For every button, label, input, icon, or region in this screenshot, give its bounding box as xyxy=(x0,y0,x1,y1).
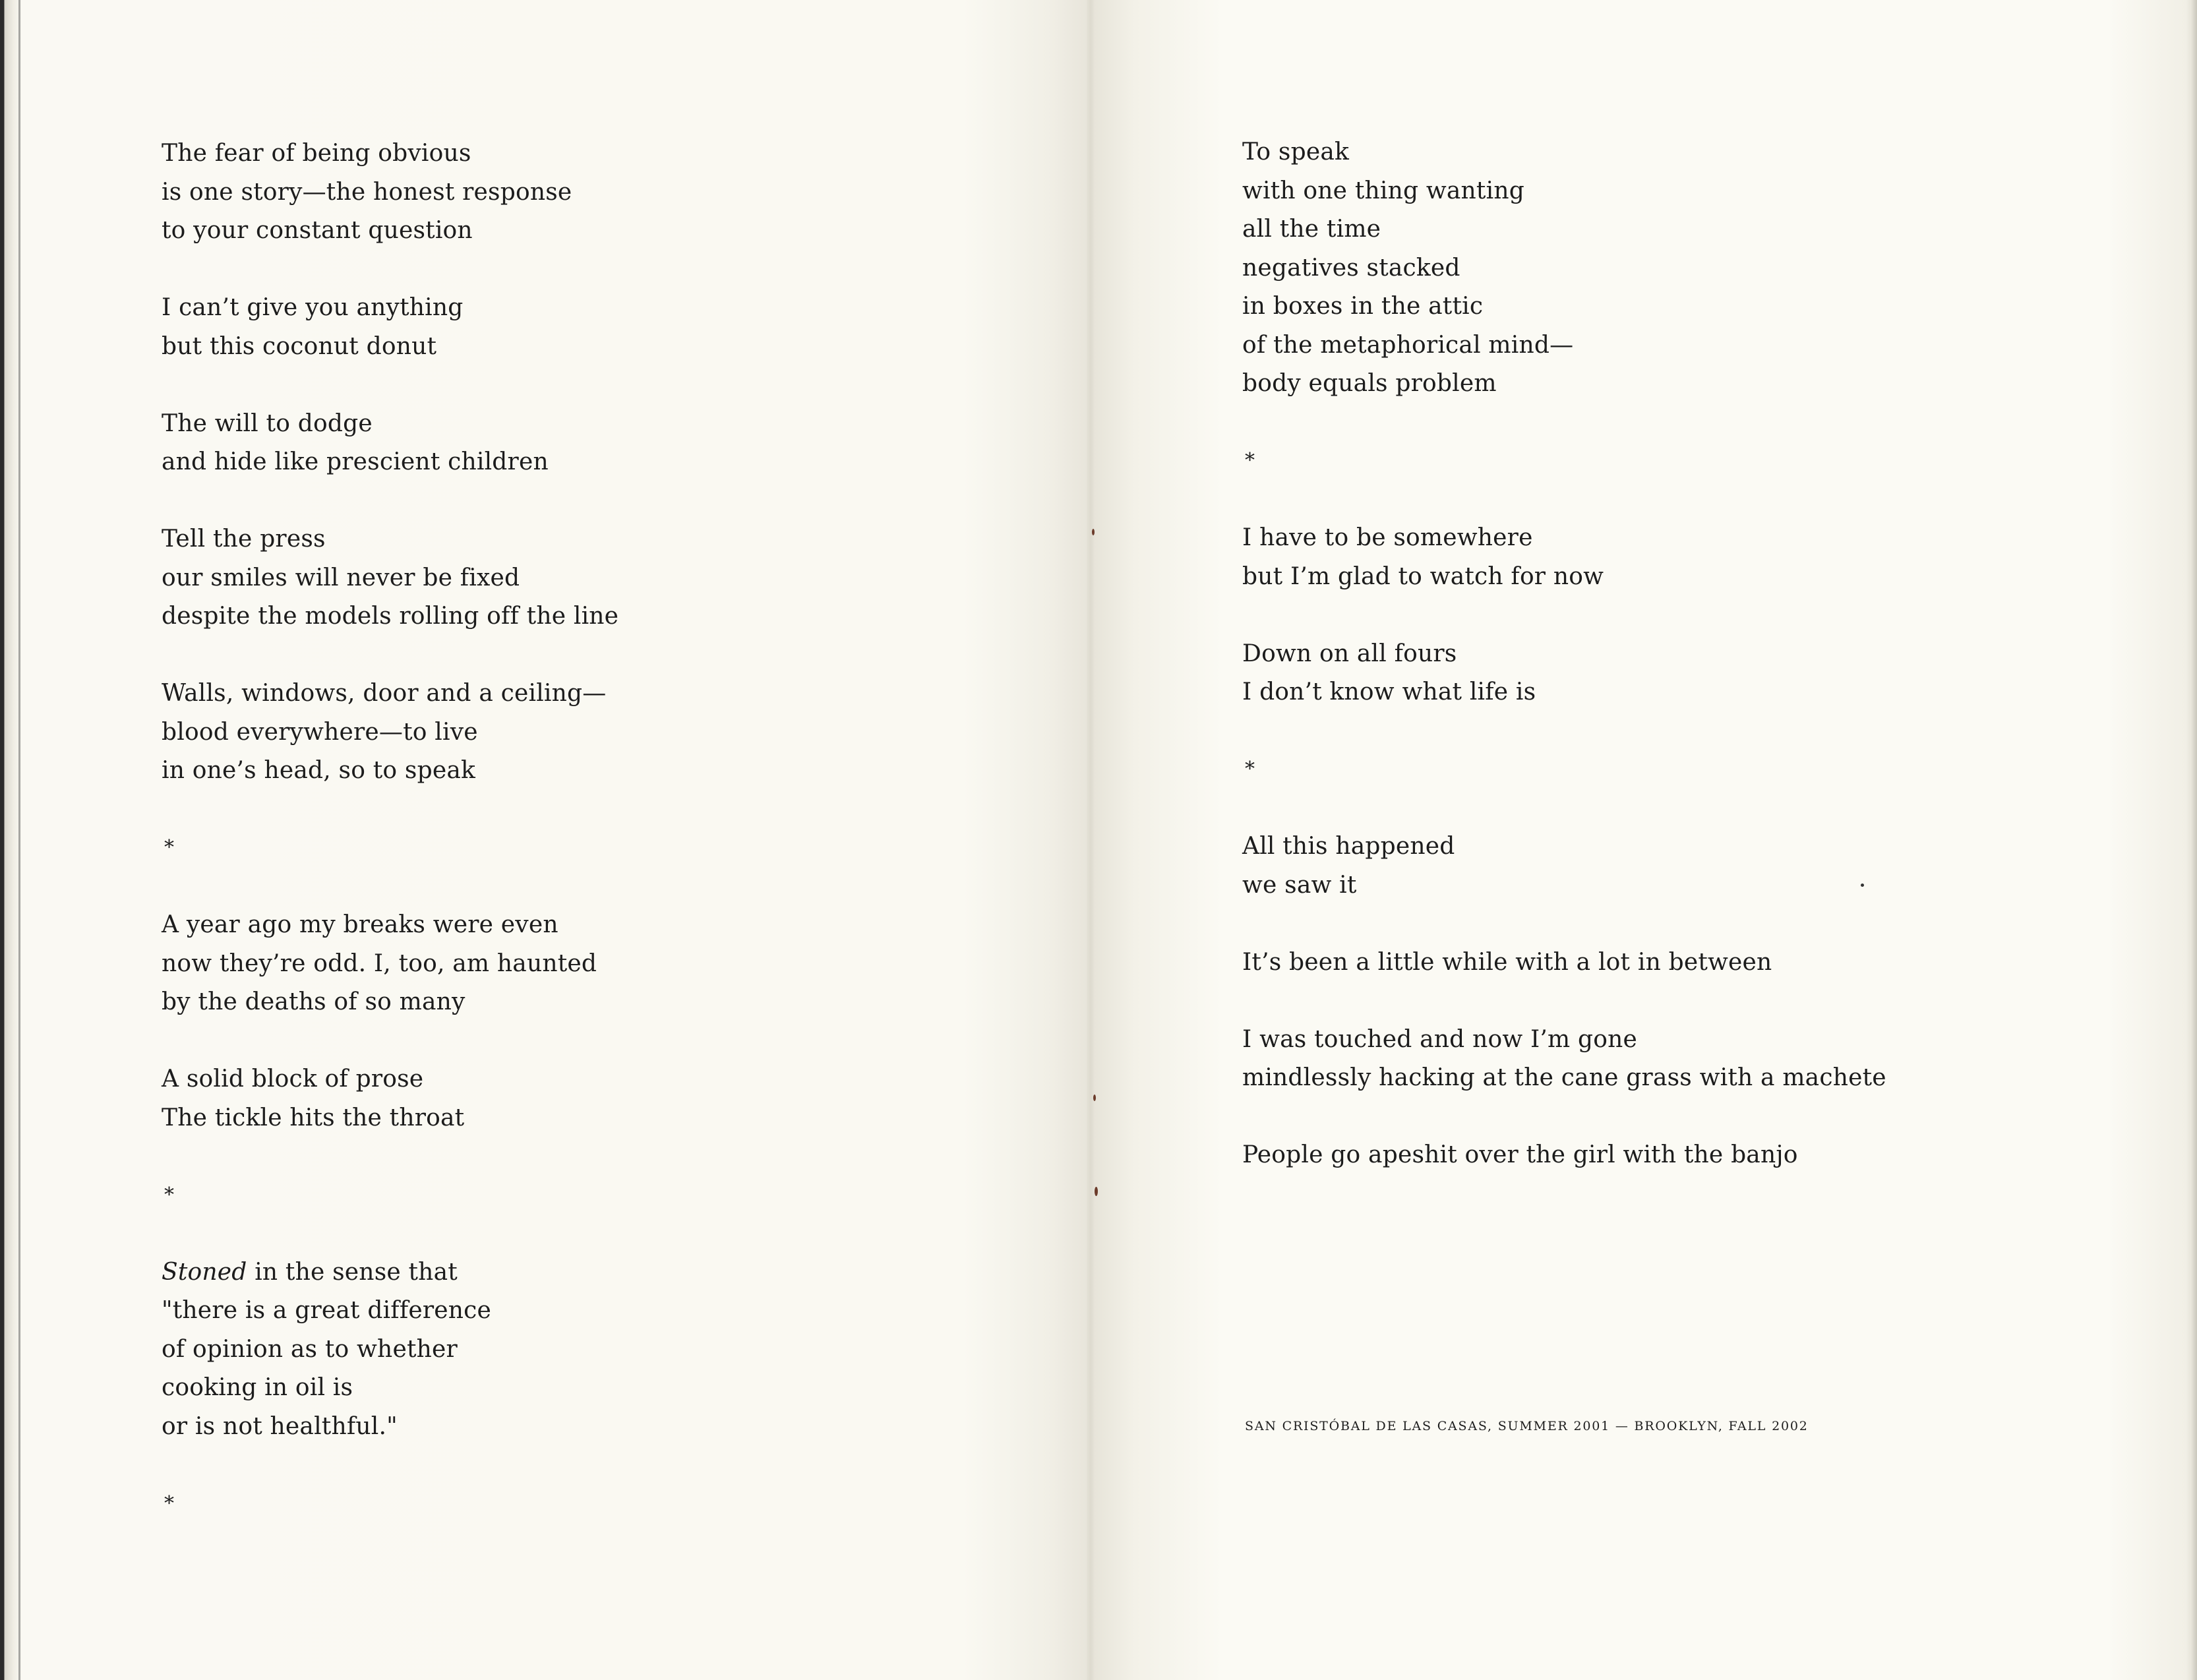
stanza xyxy=(1242,635,2066,712)
poem-line: It’s been a little while with a lot in between xyxy=(1242,948,1772,976)
right-poem-column xyxy=(1242,133,2066,1213)
poem-line: or is not healthful." xyxy=(162,1412,398,1440)
poem-line: is one story—the honest response xyxy=(162,178,572,206)
poem-line: All this happened xyxy=(1242,833,1455,860)
poem-line: "there is a great difference xyxy=(162,1297,492,1324)
poem-line: Walls, windows, door and a ceiling— xyxy=(162,680,607,707)
poem-line: The will to dodge xyxy=(162,409,373,437)
poem-line: Down on all fours xyxy=(1242,640,1457,667)
stanza xyxy=(162,1253,986,1447)
stanza xyxy=(1242,1136,2066,1175)
poem-line: in one’s head, so to speak xyxy=(162,757,476,784)
poem-line: I can’t give you anything xyxy=(162,294,464,321)
poem-line: A solid block of prose xyxy=(162,1065,424,1093)
stanza xyxy=(1242,519,2066,596)
paper-speck xyxy=(1095,1187,1098,1196)
section-separator: * xyxy=(164,836,175,859)
poem-line: body equals problem xyxy=(1242,370,1497,397)
place-date-footer: SAN CRISTÓBAL DE LAS CASAS, SUMMER 2001 — BROOKLYN, FALL 2002 xyxy=(1245,1419,1809,1433)
poem-line: and hide like prescient children xyxy=(162,448,549,475)
paper-speck xyxy=(1093,1095,1096,1101)
poem-line: I was touched and now I’m gone xyxy=(1242,1025,1638,1053)
left-poem-column xyxy=(162,135,986,1562)
stanza xyxy=(162,289,986,366)
stanza xyxy=(162,675,986,791)
poem-line: I don’t know what life is xyxy=(1242,678,1536,705)
italic-word: Stoned xyxy=(162,1258,247,1286)
poem-line: A year ago my breaks were even xyxy=(162,911,558,938)
poem-line: to your constant question xyxy=(162,217,473,244)
book-gutter xyxy=(1087,0,1095,1680)
poem-line: Tell the press xyxy=(162,525,326,553)
poem-line: blood everywhere—to live xyxy=(162,718,478,746)
stanza xyxy=(1242,827,2066,905)
page-edge xyxy=(2190,0,2197,1680)
stanza xyxy=(1242,1021,2066,1098)
stanza xyxy=(162,906,986,1022)
poem-line: of opinion as to whether xyxy=(162,1335,458,1363)
section-separator: * xyxy=(1245,758,1255,781)
section-separator: * xyxy=(164,1491,175,1515)
poem-line: The fear of being obvious xyxy=(162,140,471,167)
stanza xyxy=(162,1060,986,1137)
poem-line-rest: in the sense that xyxy=(247,1258,458,1286)
poem-line: The tickle hits the throat xyxy=(162,1104,465,1131)
poem-line: but I’m glad to watch for now xyxy=(1242,562,1604,590)
poem-line: but this coconut donut xyxy=(162,332,437,360)
poem-line: with one thing wanting xyxy=(1242,177,1524,204)
stanza xyxy=(162,520,986,636)
poem-line: despite the models rolling off the line xyxy=(162,603,619,630)
poem-line: negatives stacked xyxy=(1242,254,1460,282)
poem-line xyxy=(162,1253,986,1292)
stanza xyxy=(162,405,986,482)
poem-line: all the time xyxy=(1242,216,1381,243)
poem-line: cooking in oil is xyxy=(162,1374,353,1401)
stanza xyxy=(1242,133,2066,404)
poem-line: by the deaths of so many xyxy=(162,988,466,1015)
stanza xyxy=(162,135,986,251)
binding-line xyxy=(18,0,20,1680)
poem-line: of the metaphorical mind— xyxy=(1242,331,1574,359)
poem-line: I have to be somewhere xyxy=(1242,524,1533,551)
poem-line: People go apeshit over the girl with the banjo xyxy=(1242,1141,1798,1168)
poem-line: mindlessly hacking at the cane grass with a machete xyxy=(1242,1064,1886,1091)
paper-speck xyxy=(1092,529,1095,535)
poem-line: we saw it xyxy=(1242,871,1357,899)
section-separator: * xyxy=(164,1183,175,1207)
section-separator: * xyxy=(1245,449,1255,472)
poem-line: now they’re odd. I, too, am haunted xyxy=(162,949,597,977)
poem-line: in boxes in the attic xyxy=(1242,293,1484,320)
poem-line: To speak xyxy=(1242,138,1350,165)
stanza xyxy=(1242,944,2066,982)
poem-line: our smiles will never be fixed xyxy=(162,564,520,591)
